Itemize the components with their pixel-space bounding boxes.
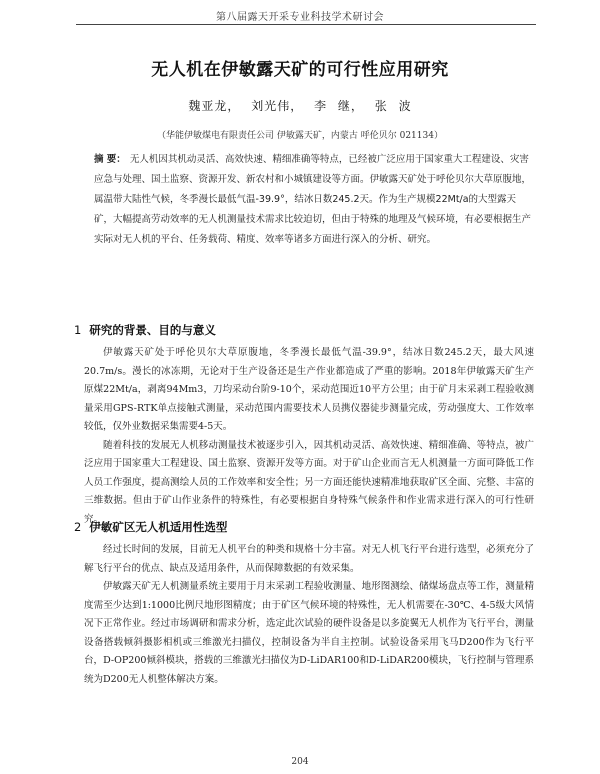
affiliation: （华能伊敏煤电有限责任公司 伊敏露天矿，内蒙古 呼伦贝尔 021134） — [157, 131, 443, 141]
section-1 — [74, 322, 534, 529]
author-name: 魏亚龙 — [188, 99, 228, 113]
author-list: 魏亚龙， 刘光伟， 李 继， 张 波 — [188, 99, 412, 113]
header-rule — [76, 24, 536, 25]
section-number: 2 — [74, 520, 82, 534]
body-paragraph: 伊敏露天矿处于呼伦贝尔大草原腹地，冬季漫长最低气温-39.9°，结冰日数245.2天，最大风速20.7m/s。漫长的冰冻期，无论对于生产设备还是生产作业都造成了严重的影响。2018年伊敏露天矿生产原煤22Mt/a，剥离94Mm3，刀均采动台阶9-10个，采动范围近10平方公里；由于矿月末采剥工程验收测量采用GPS-RTK单点接触式测量，采动范围内需要技术人员携仪器徒步测量完成，劳动强度大、工作效率较低，仅外业数据采集需要4-5天。 — [84, 347, 534, 432]
section-heading — [74, 519, 534, 535]
author-name: 李 继 — [314, 99, 351, 113]
section-2 — [74, 519, 534, 689]
author-name: 刘光伟 — [251, 99, 291, 113]
body-paragraph: 伊敏露天矿无人机测量系统主要用于月末采剥工程验收测量、地形图测绘、储煤场盘点等工作，测量精度需至少达到1:1000比例尺地形图精度；由于矿区气候环境的特殊性，无人机需要在-30℃、4-5级大风情况下正常作业。经过市场调研和需求分析，选定此次试验的硬件设备是以多旋翼无人机作为飞行平台，测量设备搭载倾斜摄影相机或三维激光扫描仪，控制设备为半自主控制。试验设备采用飞马D200作为飞行平台，D-OP200倾斜模块，搭载的三维激光扫描仪为D-LiDAR100和D-LiDAR200模块，飞行控制与管理系统为D200无人机整体解决方案。 — [84, 581, 534, 685]
body-paragraph: 经过长时间的发展，目前无人机平台的种类和规格十分丰富。对无人机飞行平台进行选型，必须充分了解飞行平台的优点、缺点及适用条件，从而保障数据的有效采集。 — [84, 544, 534, 574]
page-number: 204 — [291, 757, 309, 767]
abstract-text: 无人机因其机动灵活、高效快速、精细准确等特点，已经被广泛应用于国家重大工程建设、灾害应急与处理、国土监察、资源开发、新农村和小城镇建设等方面。伊敏露天矿处于呼伦贝尔大草原腹地，属温带大陆性气候，冬季漫长最低气温-39.9°，结冰日数245.2天。作为生产规模22Mt/a的大型露天矿，大幅提高劳动效率的无人机测量技术需求比较迫切，但由于特殊的地理及气候环境，有必要根据生产实际对无人机的平台、任务载荷、精度、效率等诸多方面进行深入的分析、研究。 — [94, 154, 532, 245]
abstract-label: 摘 要： — [94, 154, 126, 165]
body-paragraph: 随着科技的发展无人机移动测量技术被逐步引入，因其机动灵活、高效快速、精细准确、等特点，被广泛应用于国家重大工程建设、国土监察、资源开发等方面。对于矿山企业而言无人机测量一方面可降低工作人员工作强度，提高测绘人员的工作效率和安全性；另一方面还能快速精准地获取矿区全面、完整、丰富的三维数据。但由于矿山作业条件的特殊性，有必要根据自身特殊气候条件和作业需求进行深入的可行性研究。 — [84, 439, 534, 525]
section-heading — [74, 322, 534, 338]
author-name: 张 波 — [374, 99, 412, 113]
running-header: 第八届露天开采专业科技学术研讨会 — [216, 12, 384, 23]
paper-title: 无人机在伊敏露天矿的可行性应用研究 — [151, 60, 449, 80]
section-number: 1 — [74, 323, 82, 337]
section-title-text: 研究的背景、目的与意义 — [89, 323, 216, 337]
section-title-text: 伊敏矿区无人机适用性选型 — [89, 520, 228, 534]
abstract — [94, 150, 534, 250]
